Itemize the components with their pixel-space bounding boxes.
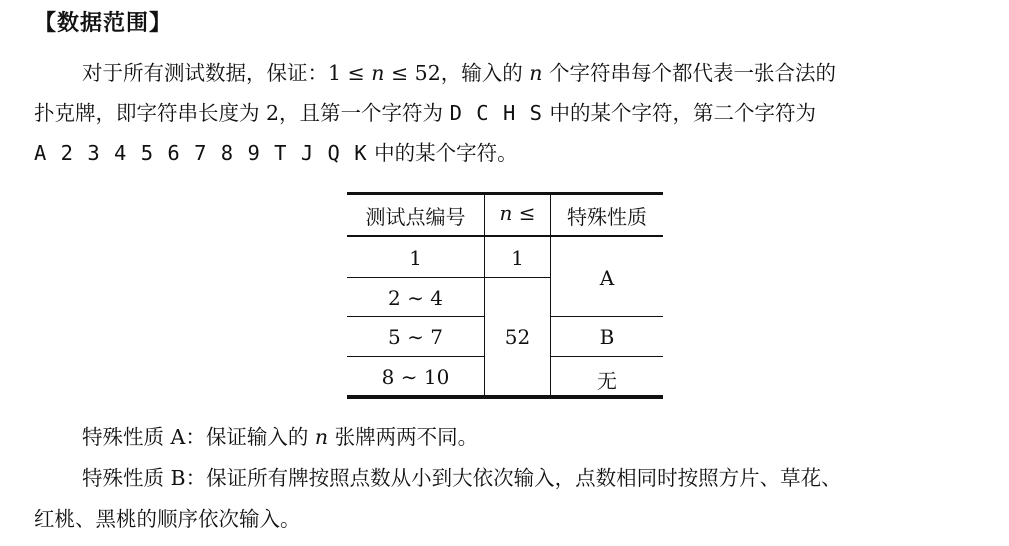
text: 扑克牌，即字符串长度为 2，且第一个字符为 [34,101,450,125]
text: 张牌两两不同。 [328,425,479,449]
property-b-note-line-2: 红桃、黑桃的顺序依次输入。 [34,507,301,531]
table-row-rule [550,316,663,317]
section-heading: 【数据范围】 [34,11,173,36]
rank-characters: A 2 3 4 5 6 7 8 9 T J Q K [34,141,368,165]
text: 中的某个字符。 [367,141,518,165]
header-case: 测试点编号 [365,205,466,229]
variable-n: n [371,61,385,85]
constraints-line-2 [34,93,816,133]
table-cell-case: 1 [409,246,422,270]
text: ≤ 52，输入的 [384,61,530,85]
property-a-note [82,417,478,457]
table-cell-case: 5 ∼ 7 [388,325,443,349]
variable-n: n [529,61,543,85]
table-bottom-rule [347,395,663,399]
suit-characters: D C H S [449,101,543,125]
header-property: 特殊性质 [567,205,647,229]
table-row-rule [347,316,485,317]
test-data-table [347,192,663,399]
text: 个字符串每个都代表一张合法的 [542,61,836,85]
constraints-line-1 [82,53,836,93]
header-n [485,201,550,225]
variable-n: n [499,201,513,225]
table-top-rule [347,192,663,195]
table-cell-property: 无 [597,369,617,393]
variable-n: n [314,425,329,449]
property-b-note-line-1: 特殊性质 B：保证所有牌按照点数从小到大依次输入，点数相同时按照方片、草花、 [82,466,842,490]
text: 对于所有测试数据，保证： [82,61,328,85]
text: 特殊性质 A：保证输入的 [82,425,315,449]
table-header-rule [347,235,663,237]
table-row-rule [347,277,550,278]
table-cell-case: 2 ∼ 4 [388,286,443,310]
table-cell-case: 8 ∼ 10 [381,365,450,389]
table-cell-property: B [599,325,615,349]
table-cell-n: 1 [511,246,524,270]
constraints-line-3 [34,133,518,173]
table-cell-n-merged: 52 [504,325,531,349]
text: 中的某个字符，第二个字符为 [542,101,816,125]
table-row-rule [347,356,485,357]
table-row-rule [550,356,663,357]
operator: ≤ [512,201,536,225]
math-text: 1 ≤ [328,61,372,85]
table-cell-property-merged: A [599,266,615,290]
